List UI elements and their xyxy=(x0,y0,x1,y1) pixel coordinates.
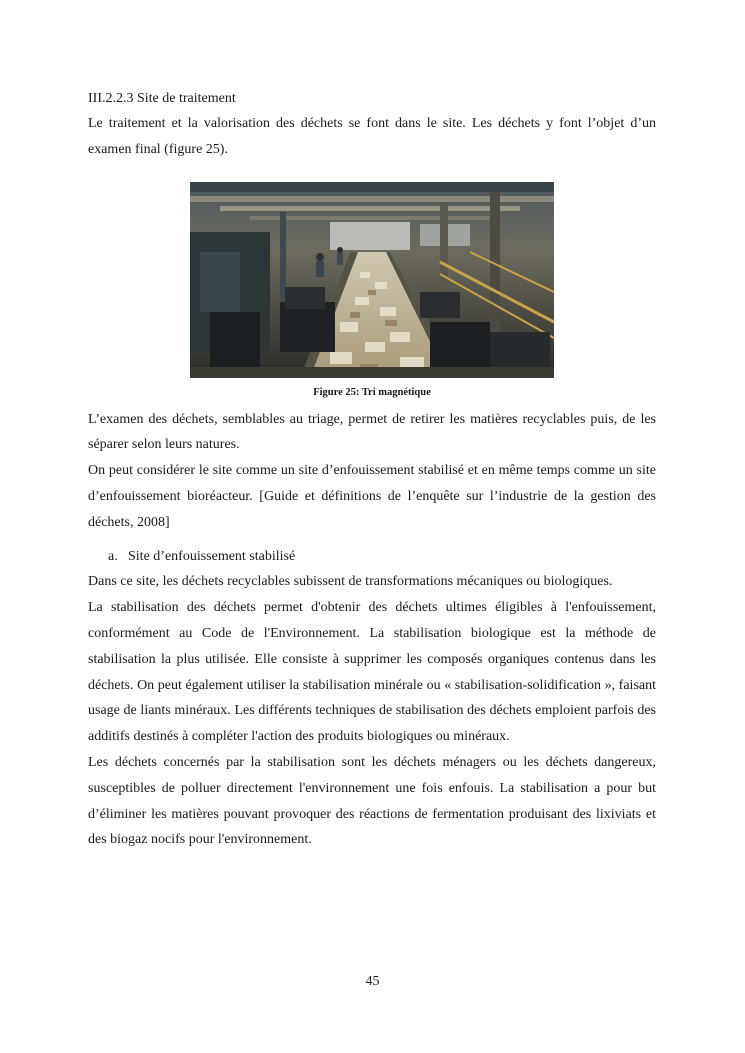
intro-paragraph: Le traitement et la valorisation des déchets se font dans le site. Les déchets y font l’objet d’un examen final (figure 25). xyxy=(88,116,656,157)
list-item-label: Site d’enfouissement stabilisé xyxy=(128,548,296,564)
figure-photo-sorting-facility xyxy=(190,182,554,378)
paragraph-dechets-concernes: Les déchets concernés par la stabilisation sont les déchets ménagers ou les déchets dangereux, susceptibles de polluer directement l'environnement une fois enfouis. La stabilisation a pour but d’éliminer les matières pouvant provoquer des réactions de fermentation produisant des lixiviats et des biogaz nocifs pour l'environnement. xyxy=(88,754,656,848)
figure-caption: Figure 25: Tri magnétique xyxy=(313,386,431,398)
list-marker: a. xyxy=(108,548,118,564)
sorting-facility-image xyxy=(190,182,554,378)
paragraph-transformations: Dans ce site, les déchets recyclables subissent de transformations mécaniques ou biologiques. xyxy=(88,574,613,590)
section-heading: III.2.2.3 Site de traitement xyxy=(88,91,236,106)
paragraph-examen: L’examen des déchets, semblables au triage, permet de retirer les matières recyclables puis, de les séparer selon leurs natures. xyxy=(88,411,656,453)
document-page xyxy=(88,86,656,853)
page-number: 45 xyxy=(365,974,380,989)
list-item-site-stabilise xyxy=(108,544,656,570)
paragraph-site: On peut considérer le site comme un site d’enfouissement stabilisé et en même temps comme un site d’enfouissement bioréacteur. [Guide et définitions de l’enquête sur l’industrie de la gestion des déchets, 2008] xyxy=(88,463,656,530)
paragraph-stabilisation: La stabilisation des déchets permet d'obtenir des déchets ultimes éligibles à l'enfouissement, conformément au Code de l'Environnement. La stabilisation biologique est la méthode de stabilisation la plus utilisée. Elle consiste à supprimer les composés organiques contenus dans les déchets. On peut également utiliser la stabilisation minérale ou « stabilisation-solidification », faisant usage de liants minéraux. Les différents techniques de stabilisation des déchets emploient parfois des additifs destinés à compléter l'action des produits biologiques ou minéraux. xyxy=(88,600,656,745)
